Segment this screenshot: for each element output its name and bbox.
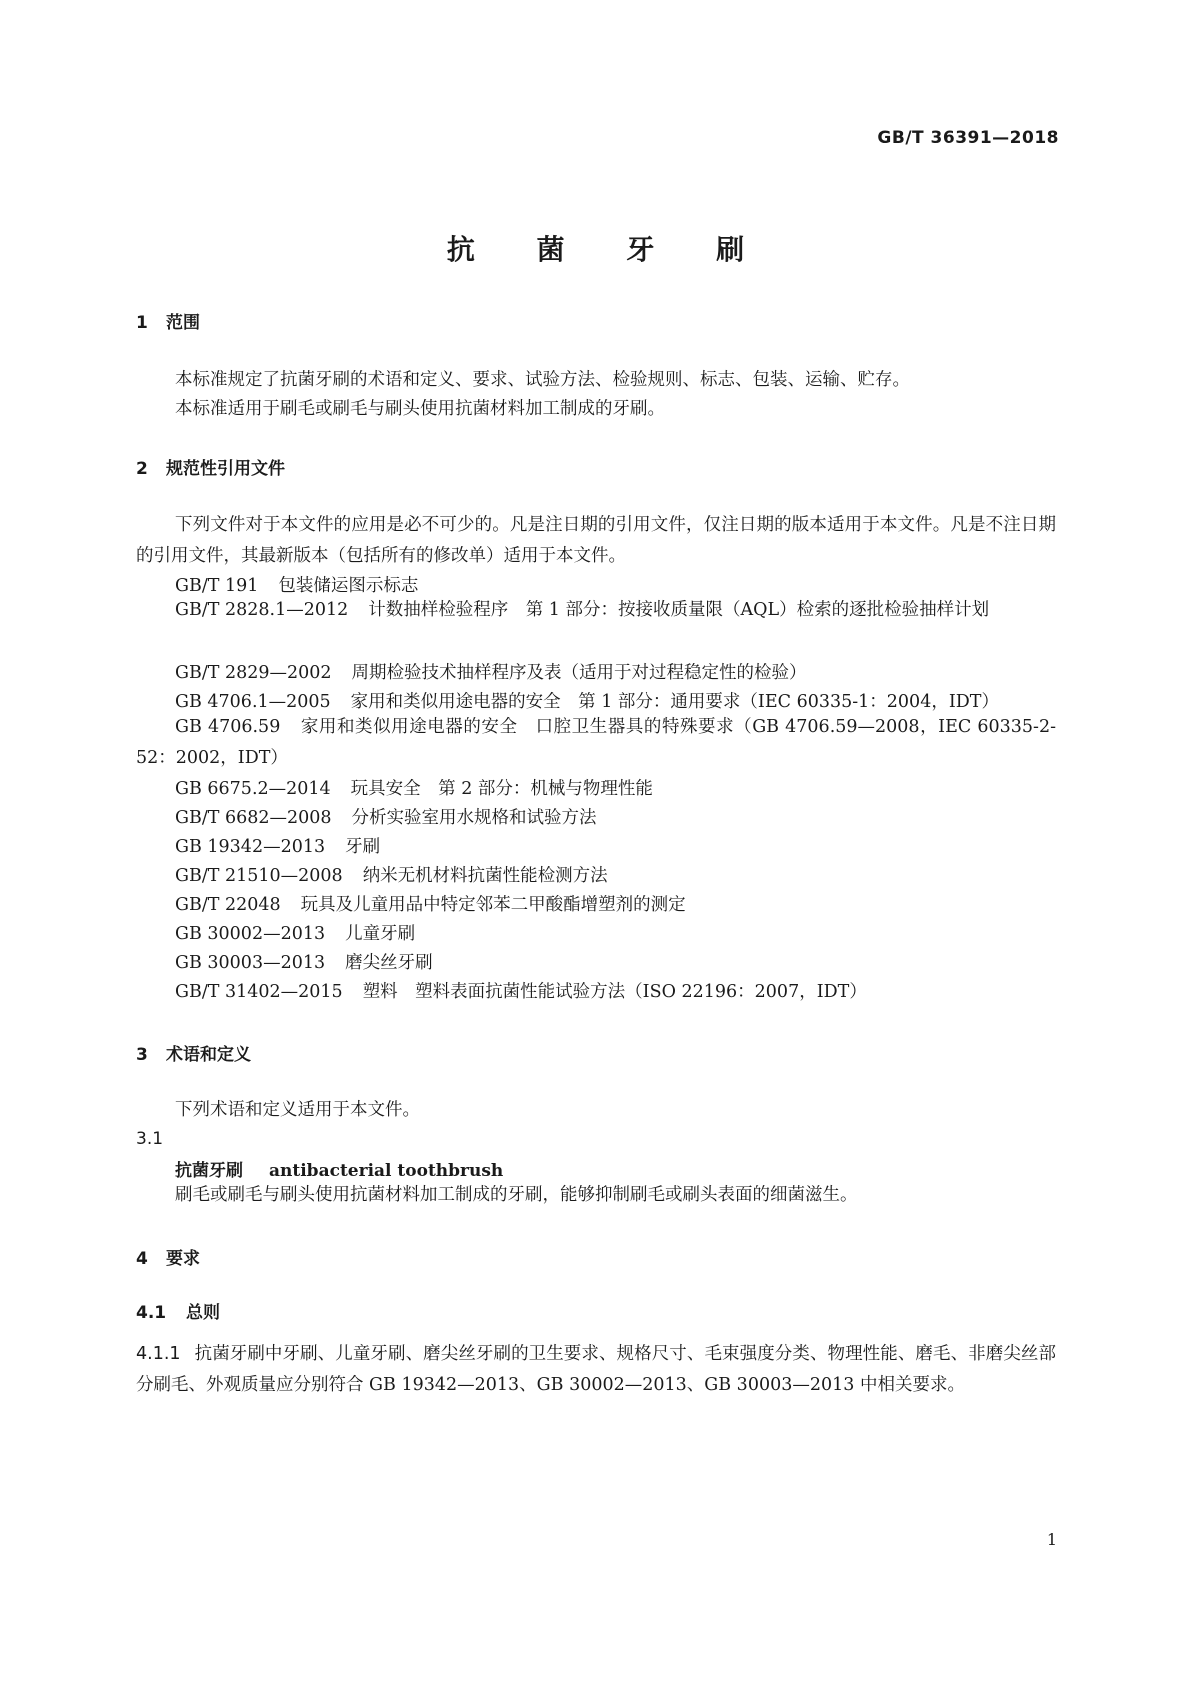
section-1-heading <box>136 308 200 333</box>
reference-item <box>175 572 418 597</box>
reference-code: GB/T 31402—2015 <box>175 982 343 1002</box>
paragraph: 下列术语和定义适用于本文件。 <box>175 1100 420 1120</box>
clause-number: 4.1.1 <box>136 1344 181 1364</box>
reference-code: GB 30003—2013 <box>175 953 326 973</box>
section-title: 要求 <box>166 1249 200 1269</box>
reference-title: 家用和类似用途电器的安全 口腔卫生器具的特殊要求（GB 4706.59—2008，IEC 60335-2-52：2002，IDT） <box>136 717 1056 768</box>
reference-title: 家用和类似用途电器的安全 第 1 部分：通用要求（IEC 60335-1：2004，IDT） <box>350 692 999 712</box>
reference-title: 磨尖丝牙刷 <box>345 953 433 973</box>
section-number: 2 <box>136 459 148 479</box>
reference-code: GB/T 2829—2002 <box>175 663 332 683</box>
reference-title: 分析实验室用水规格和试验方法 <box>351 808 597 828</box>
section-3-heading <box>136 1040 251 1065</box>
reference-code: GB 6675.2—2014 <box>175 779 331 799</box>
subsection-title: 总则 <box>186 1303 220 1323</box>
term-number: 3.1 <box>136 1129 164 1149</box>
reference-code: GB/T 191 <box>175 576 259 596</box>
section-number: 1 <box>136 313 148 333</box>
reference-title: 包装储运图示标志 <box>278 576 419 596</box>
reference-title: 计数抽样检验程序 第 1 部分：按接收质量限（AQL）检索的逐批检验抽样计划 <box>368 600 990 620</box>
page-number: 1 <box>1046 1530 1057 1549</box>
section-title: 术语和定义 <box>166 1045 251 1065</box>
reference-code: GB 4706.1—2005 <box>175 692 331 712</box>
reference-code: GB/T 6682—2008 <box>175 808 332 828</box>
reference-item <box>175 833 380 858</box>
subsection-number: 4.1 <box>136 1303 167 1323</box>
section-2-heading <box>136 454 285 479</box>
term-definition: 刷毛或刷毛与刷头使用抗菌材料加工制成的牙刷，能够抑制刷毛或刷头表面的细菌滋生。 <box>175 1185 858 1205</box>
reference-item <box>175 978 867 1003</box>
section-title: 规范性引用文件 <box>166 459 285 479</box>
standard-number: GB/T 36391—2018 <box>877 128 1059 148</box>
paragraph: 本标准规定了抗菌牙刷的术语和定义、要求、试验方法、检验规则、标志、包装、运输、贮存。 <box>175 370 910 390</box>
reference-code: GB/T 21510—2008 <box>175 866 343 886</box>
clause-4-1-1 <box>136 1339 1056 1401</box>
section-4-heading <box>136 1244 200 1269</box>
reference-item <box>175 804 597 829</box>
reference-title: 周期检验技术抽样程序及表（适用于对过程稳定性的检验） <box>351 663 807 683</box>
reference-title: 纳米无机材料抗菌性能检测方法 <box>362 866 608 886</box>
reference-item <box>175 688 999 713</box>
reference-title: 塑料 塑料表面抗菌性能试验方法（ISO 22196：2007，IDT） <box>362 982 867 1002</box>
term-english: antibacterial toothbrush <box>269 1161 504 1181</box>
reference-code: GB/T 22048 <box>175 895 281 915</box>
reference-code: GB 4706.59 <box>175 717 281 737</box>
section-number: 3 <box>136 1045 148 1065</box>
reference-item <box>175 920 415 945</box>
reference-item <box>136 595 1056 626</box>
reference-item <box>175 949 433 974</box>
paragraph: 本标准适用于刷毛或刷毛与刷头使用抗菌材料加工制成的牙刷。 <box>175 399 665 419</box>
reference-title: 玩具安全 第 2 部分：机械与物理性能 <box>350 779 653 799</box>
reference-item <box>136 712 1056 774</box>
reference-item <box>175 891 686 916</box>
term-entry <box>175 1156 503 1181</box>
clause-text: 抗菌牙刷中牙刷、儿童牙刷、磨尖丝牙刷的卫生要求、规格尺寸、毛束强度分类、物理性能、磨毛、非磨尖丝部分刷毛、外观质量应分别符合 GB 19342—2013、GB 30002—2013、GB 30003—2013 中相关要求。 <box>136 1344 1056 1395</box>
reference-code: GB 30002—2013 <box>175 924 326 944</box>
reference-code: GB/T 2828.1—2012 <box>175 600 349 620</box>
reference-title: 牙刷 <box>345 837 381 857</box>
section-number: 4 <box>136 1249 148 1269</box>
reference-item <box>175 775 653 800</box>
term-chinese: 抗菌牙刷 <box>175 1161 243 1181</box>
reference-item <box>175 659 807 684</box>
section-title: 范围 <box>166 313 200 333</box>
reference-item <box>175 862 608 887</box>
reference-title: 玩具及儿童用品中特定邻苯二甲酸酯增塑剂的测定 <box>300 895 686 915</box>
paragraph: 下列文件对于本文件的应用是必不可少的。凡是注日期的引用文件，仅注日期的版本适用于本文件。凡是不注日期的引用文件，其最新版本（包括所有的修改单）适用于本文件。 <box>136 515 1056 566</box>
reference-title: 儿童牙刷 <box>345 924 416 944</box>
reference-code: GB 19342—2013 <box>175 837 326 857</box>
subsection-4-1-heading <box>136 1298 220 1323</box>
document-title: 抗 菌 牙 刷 <box>446 233 771 266</box>
